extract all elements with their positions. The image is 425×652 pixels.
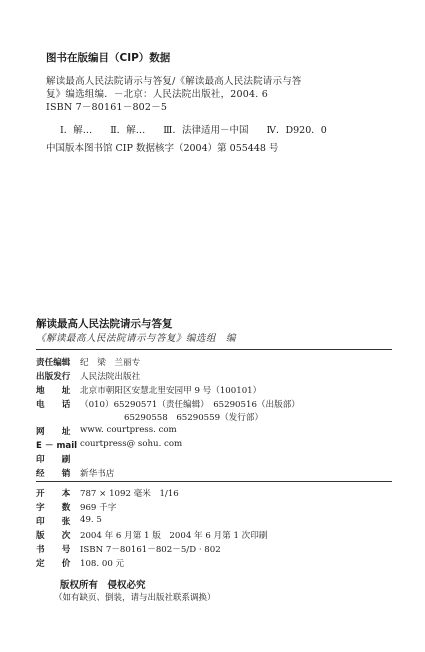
- library-record: 中国版本图书馆 CIP 数据核字（2004）第 055448 号: [46, 143, 279, 154]
- spec-value: 969 千字: [80, 503, 117, 513]
- spec-value: 787 × 1092 毫米 1/16: [80, 489, 179, 499]
- spec-label: 版 次: [36, 531, 71, 541]
- credit-value: courtpress@ sohu. com: [80, 439, 183, 449]
- book-subtitle: 《解读最高人民法院请示与答复》编选组 编: [36, 333, 237, 344]
- cip-isbn-line: ISBN 7－80161－802－5: [46, 102, 168, 113]
- book-title: 解读最高人民法院请示与答复: [36, 318, 173, 330]
- spec-label: 印 张: [36, 517, 71, 527]
- credit-label: E － mail: [36, 441, 78, 451]
- spec-value: 108. 00 元: [80, 559, 125, 569]
- cip-categories: [60, 122, 342, 136]
- spec-label: 字 数: [36, 503, 71, 513]
- cip-entry-line-2: 复》编选组编．－北京：人民法院出版社，2004. 6: [46, 89, 268, 100]
- credit-label: 电 话: [36, 400, 71, 410]
- spec-value: 2004 年 6 月第 1 版 2004 年 6 月第 1 次印刷: [80, 531, 268, 541]
- divider-middle: [36, 481, 392, 482]
- cip-heading: 图书在版编目（CIP）数据: [46, 52, 171, 64]
- credit-label: 网 址: [36, 427, 71, 437]
- defect-return-note: （如有缺页、倒装，请与出版社联系调换）: [54, 593, 216, 603]
- credit-value: （010）65290571（责任编辑） 65290516（出版部）: [80, 400, 300, 410]
- credit-value: 65290558 65290559（发行部）: [124, 413, 264, 423]
- credit-label: 出版发行: [36, 372, 71, 382]
- cip-category: Ⅰ．解…: [60, 125, 93, 136]
- spec-label: 定 价: [36, 559, 71, 569]
- copyright-notice: 版权所有 侵权必究: [60, 580, 146, 591]
- spec-value: 49. 5: [80, 515, 102, 525]
- credit-label: 经 销: [36, 469, 71, 479]
- credit-value: 人民法院出版社: [80, 372, 141, 382]
- divider-top: [36, 349, 392, 350]
- cip-category: Ⅲ．法律适用－中国: [163, 125, 249, 136]
- cip-entry-line-1: 解读最高人民法院请示与答复/《解读最高人民法院请示与答: [46, 76, 302, 87]
- cip-category: Ⅱ．解…: [110, 125, 146, 136]
- credit-label: 地 址: [36, 386, 71, 396]
- credit-value: www. courtpress. com: [80, 425, 177, 435]
- credit-label: 责任编辑: [36, 358, 71, 368]
- spec-label: 开 本: [36, 489, 71, 499]
- cip-category: Ⅳ．D920．0: [266, 125, 327, 136]
- spec-label: 书 号: [36, 545, 71, 555]
- credit-value: 北京市朝阳区安慧北里安园甲 9 号（100101）: [80, 386, 262, 396]
- credit-value: 纪 梁 兰丽专: [80, 358, 141, 368]
- spec-value: ISBN 7－80161－802－5/D · 802: [80, 545, 221, 555]
- credit-value: 新华书店: [80, 469, 115, 479]
- credit-label: 印 刷: [36, 455, 71, 465]
